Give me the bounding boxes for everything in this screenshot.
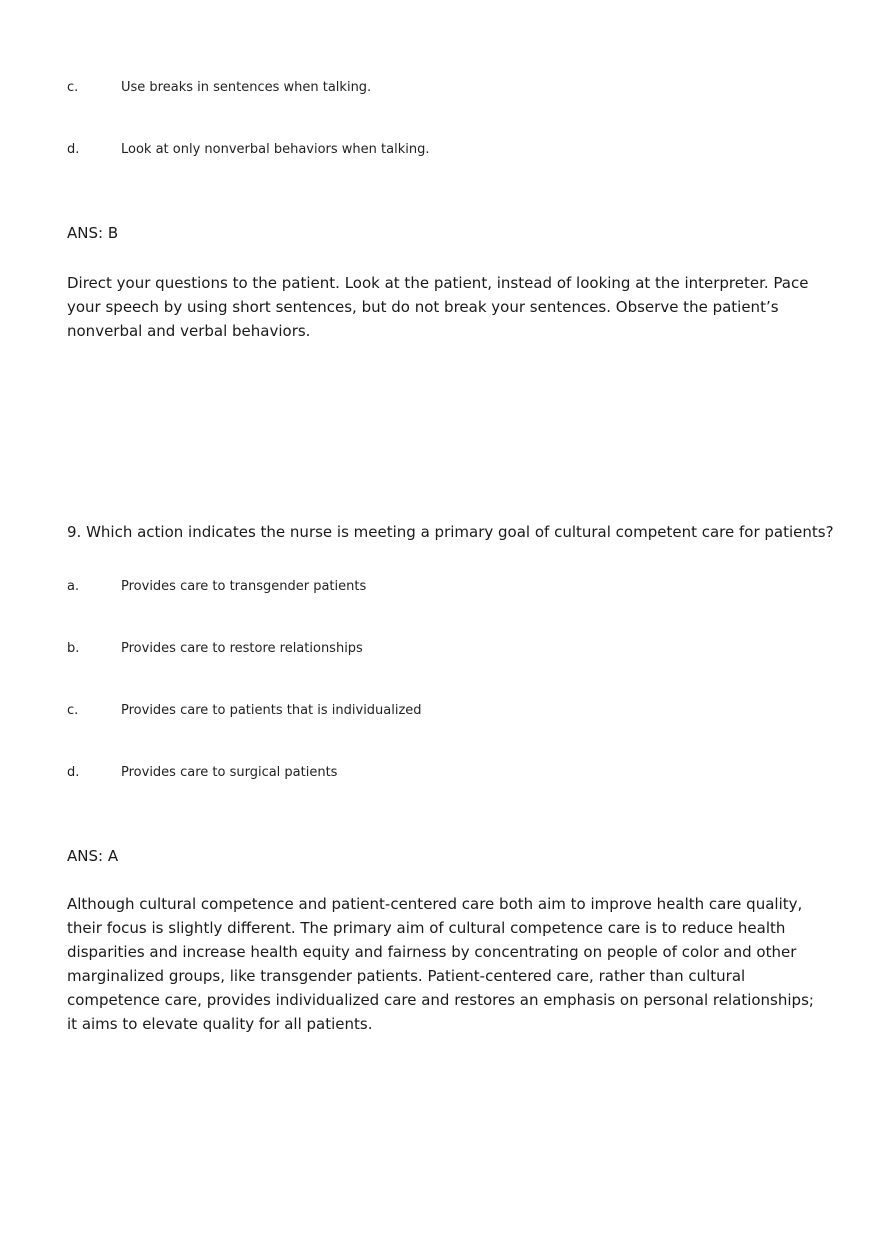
- option-c: [67, 79, 371, 97]
- option-text: Provides care to surgical patients: [121, 765, 338, 780]
- option-d: [67, 764, 337, 782]
- option-letter: b.: [67, 641, 80, 656]
- option-letter: d.: [67, 142, 80, 157]
- option-c: [67, 702, 422, 720]
- option-letter: d.: [67, 765, 80, 780]
- option-text: Look at only nonverbal behaviors when talking.: [121, 142, 430, 157]
- rationale-paragraph: Direct your questions to the patient. Look at the patient, instead of looking at the interpreter. Pace your speech by using short sentences, but do not break your sentences. Observe the patient’s nonverbal and verbal behaviors.: [67, 274, 809, 340]
- option-b: [67, 640, 363, 658]
- option-text: Provides care to transgender patients: [121, 579, 367, 594]
- question-stem: 9. Which action indicates the nurse is meeting a primary goal of cultural competent care for patients?: [67, 523, 834, 541]
- option-text: Provides care to patients that is individualized: [121, 703, 422, 718]
- rationale-paragraph: Although cultural competence and patient-centered care both aim to improve health care quality, their focus is slightly different. The primary aim of cultural competence care is to reduce health disparities and increase health equity and fairness by concentrating on people of color and other marginalized groups, like transgender patients. Patient-centered care, rather than cultural competence care, provides individualized care and restores an emphasis on personal relationships; it aims to elevate quality for all patients.: [67, 895, 814, 1033]
- answer-label: ANS: B: [67, 224, 119, 242]
- option-letter: c.: [67, 703, 79, 718]
- option-letter: c.: [67, 80, 79, 95]
- option-text: Use breaks in sentences when talking.: [121, 80, 372, 95]
- option-d: [67, 141, 429, 159]
- option-a: [67, 578, 366, 596]
- option-letter: a.: [67, 579, 80, 594]
- option-text: Provides care to restore relationships: [121, 641, 363, 656]
- answer-label: ANS: A: [67, 847, 119, 865]
